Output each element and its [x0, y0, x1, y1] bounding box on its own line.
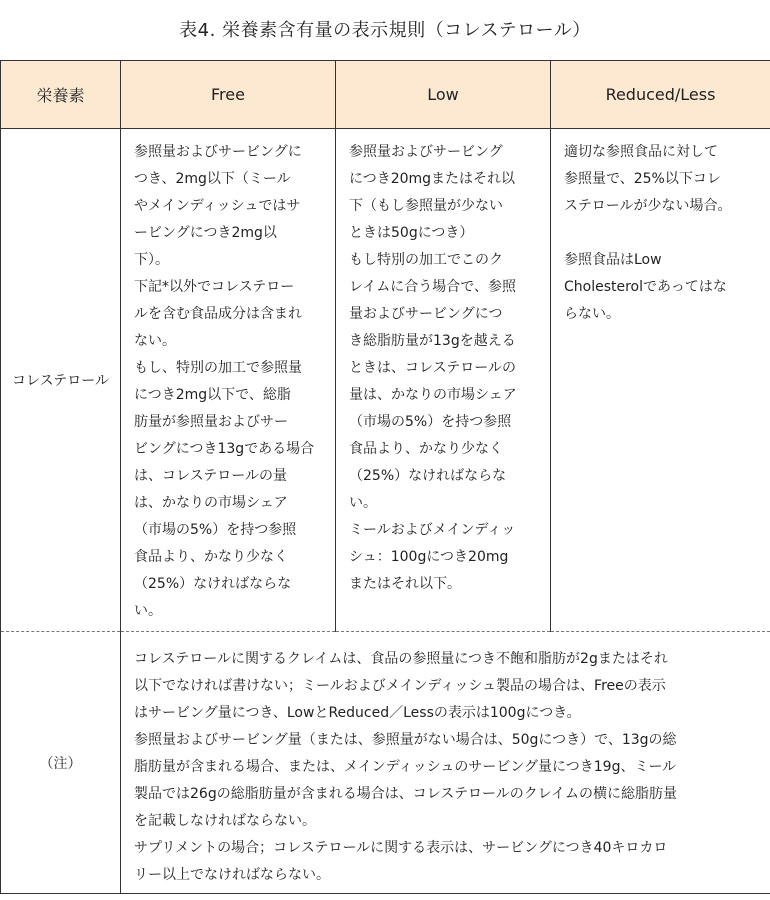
- table-title: 表4. 栄養素含有量の表示規則（コレステロール）: [179, 20, 591, 41]
- header-low: Low: [336, 61, 551, 129]
- note-text: コレステロールに関するクレイムは、食品の参照量につき不飽和脂肪が2gまたはそれ 以下でなければ書けない；ミールおよびメインディッシュ製品の場合は、Freeの表示 はサービング量につき、LowとReduced／Lessの表示は100gにつき。 参照量およびサービング量（または、参照量がない場合は、50gにつき）で、13gの総 脂肪量が含まれる場合、または、メインディッシュのサービング量につき19g、ミール 製品では26gの総脂肪量が含まれる場合は、コレステロールのクレイムの横に総脂肪量 を記載しなければならない。 サプリメントの場合；コレステロールに関する表示は、サービングにつき40キロカロ リー以上でなければならない。: [121, 632, 770, 894]
- header-nutrient: 栄養素: [1, 61, 121, 129]
- cholesterol-rules-table: [0, 60, 770, 894]
- free-rule: 参照量およびサービングに つき、2mg以下（ミール やメインディッシュではサ ービングにつき2mg以 下）。 下記*以外でコレステロー ルを含む食品成分は含まれ ない。 もし、特別の加工で参照量 につき2mg以下で、総脂 肪量が参照量およびサー ビングにつき13gである場合 は、コレステロールの量 は、かなりの市場シェア （市場の5%）を持つ参照 食品より、かなり少なく （25%）なければならな い。: [121, 129, 336, 632]
- header-free: Free: [121, 61, 336, 129]
- note-label: （注）: [1, 632, 121, 894]
- reduced-less-rule: 適切な参照食品に対して 参照量で、25%以下コレ ステロールが少ない場合。 参照食品はLow Cholesterolであってはな らない。: [551, 129, 770, 632]
- table-row: [1, 129, 770, 632]
- note-row: [1, 632, 770, 894]
- header-reduced-less: Reduced/Less: [551, 61, 770, 129]
- header-row: [1, 61, 770, 129]
- low-rule: 参照量およびサービング につき20mgまたはそれ以 下（もし参照量が少ない ときは50gにつき） もし特別の加工でこのク レイムに合う場合で、参照 量およびサービングにつ き総脂肪量が13gを越える ときは、コレステロールの 量は、かなりの市場シェア （市場の5%）を持つ参照 食品より、かなり少なく （25%）なければならな い。 ミールおよびメインディッ シュ：100gにつき20mg またはそれ以下。: [336, 129, 551, 632]
- nutrient-name: コレステロール: [1, 129, 121, 632]
